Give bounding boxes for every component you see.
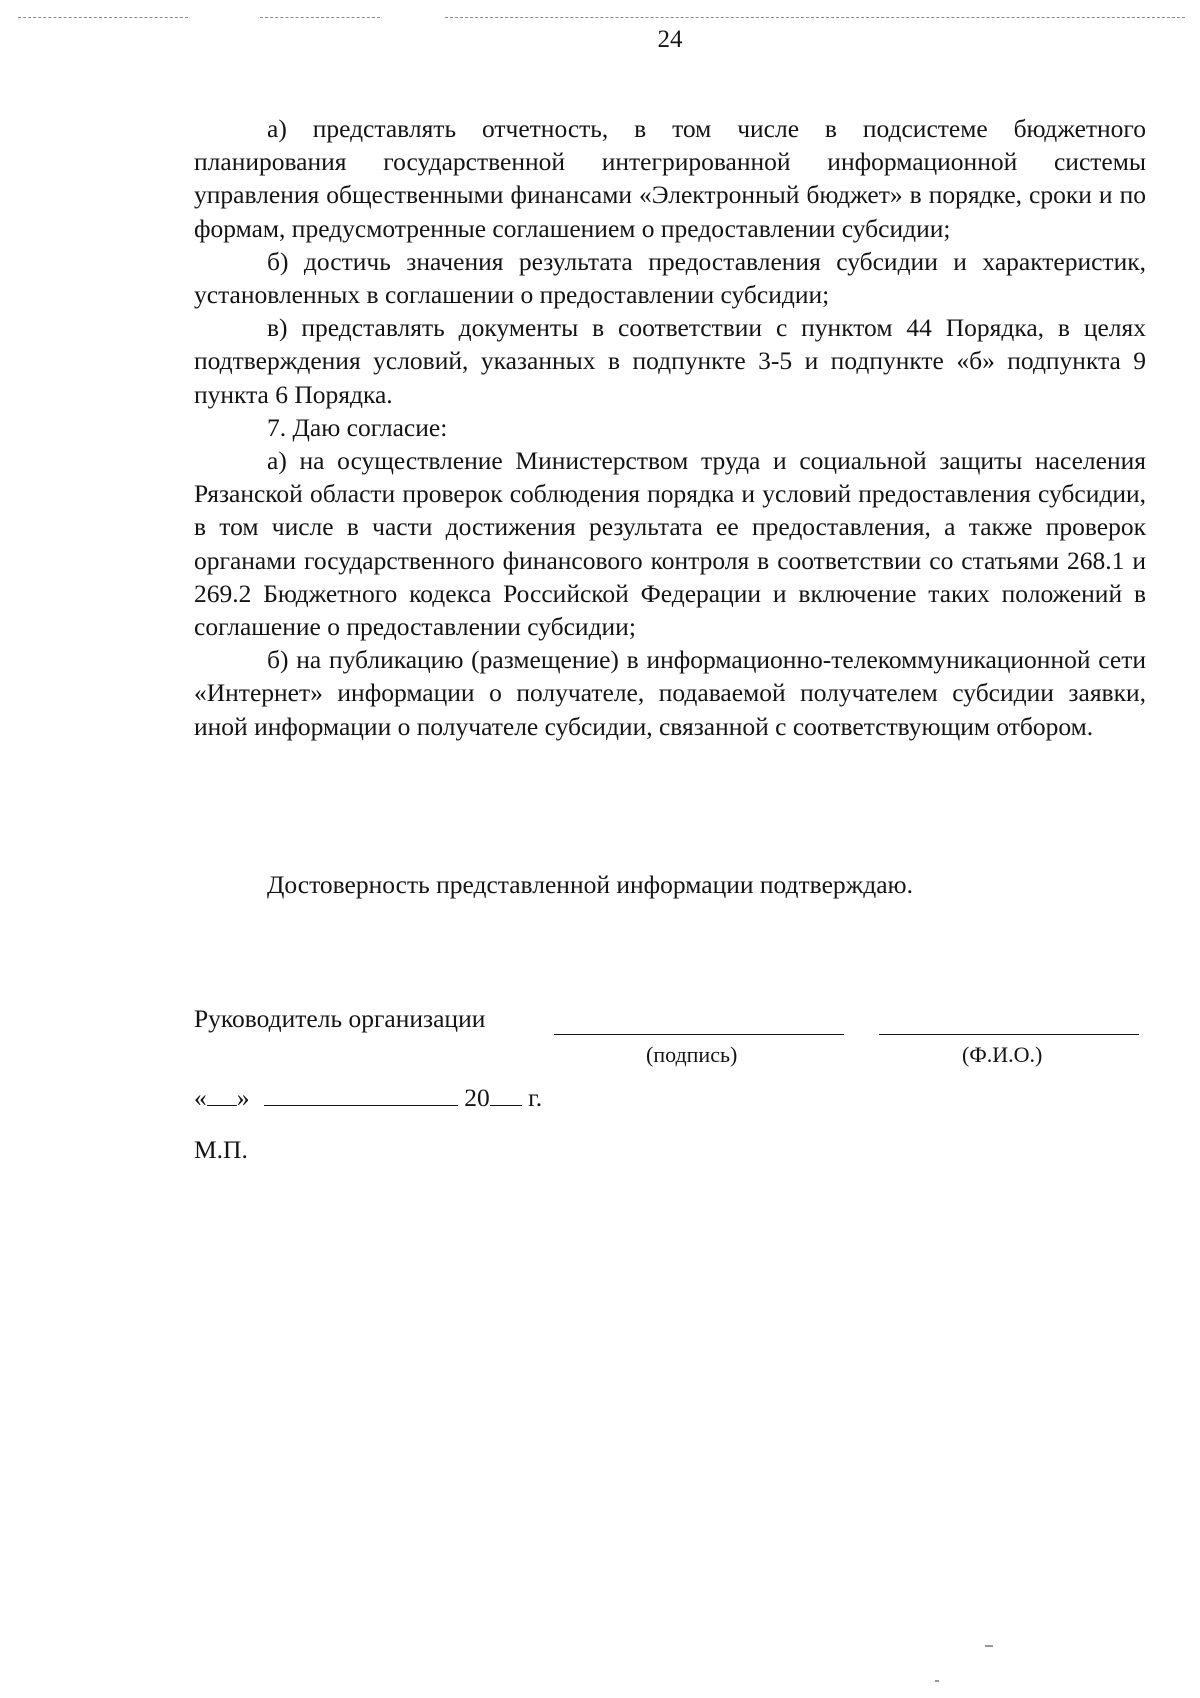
stamp-place-label: М.П. (194, 1135, 248, 1164)
signature-block (194, 1004, 1154, 1067)
paragraph-6a: а) представлять отчетность, в том числе в подсистеме бюджетного планирования государственной интегрированной информационной системы управления общественными финансами «Электронный бюджет» в порядке, сроки и по формам, предусмотренные соглашением о предоставлении субсидии; (194, 114, 1146, 243)
date-close-quote: » (236, 1083, 250, 1112)
signature-label: Руководитель организации (194, 1004, 486, 1033)
signature-line (554, 1034, 844, 1035)
paragraph-7-heading: 7. Даю согласие: (267, 412, 448, 442)
name-caption: (Ф.И.О.) (962, 1042, 1043, 1067)
attestation-statement: Достоверность представленной информации подтверждаю. (267, 870, 913, 899)
paragraph-7b: б) на публикацию (размещение) в информационно-телекоммуникационной сети «Интернет» информации о получателе, подаваемой получателем субсидии заявки, иной информации о получателе субсидии, связанной с соответствующим отбором. (194, 645, 1146, 741)
paragraph-6v: в) представлять документы в соответствии с пунктом 44 Порядка, в целях подтверждения условий, указанных в подпункте 3-5 и подпункте «б» подпункта 9 пункта 6 Порядка. (194, 313, 1146, 409)
signature-caption: (подпись) (646, 1042, 738, 1067)
date-open-quote: « (194, 1083, 207, 1112)
month-blank (264, 1081, 458, 1106)
year-prefix: 20 (464, 1083, 490, 1112)
scan-speck (935, 1680, 939, 1682)
year-blank (490, 1081, 522, 1106)
page-number: 24 (657, 26, 683, 53)
document-body (194, 112, 1146, 743)
paragraph-6b: б) достичь значения результата предоставления субсидии и характеристик, установленных в соглашении о предоставлении субсидии; (194, 246, 1146, 310)
date-line (194, 1081, 542, 1113)
scan-speck (985, 1645, 993, 1647)
day-blank (207, 1081, 237, 1106)
paragraph-7a: а) на осуществление Министерством труда и социальной защиты населения Рязанской области проверок соблюдения порядка и условий предоставления субсидии, в том числе в части достижения результата ее предоставления, а также проверок органами государственного финансового контроля в соответствии со статьями 268.1 и 269.2 Бюджетного кодекса Российской Федерации и включение таких положений в соглашение о предоставлении субсидии; (194, 446, 1146, 642)
year-suffix: г. (528, 1083, 543, 1112)
name-line (879, 1034, 1139, 1035)
